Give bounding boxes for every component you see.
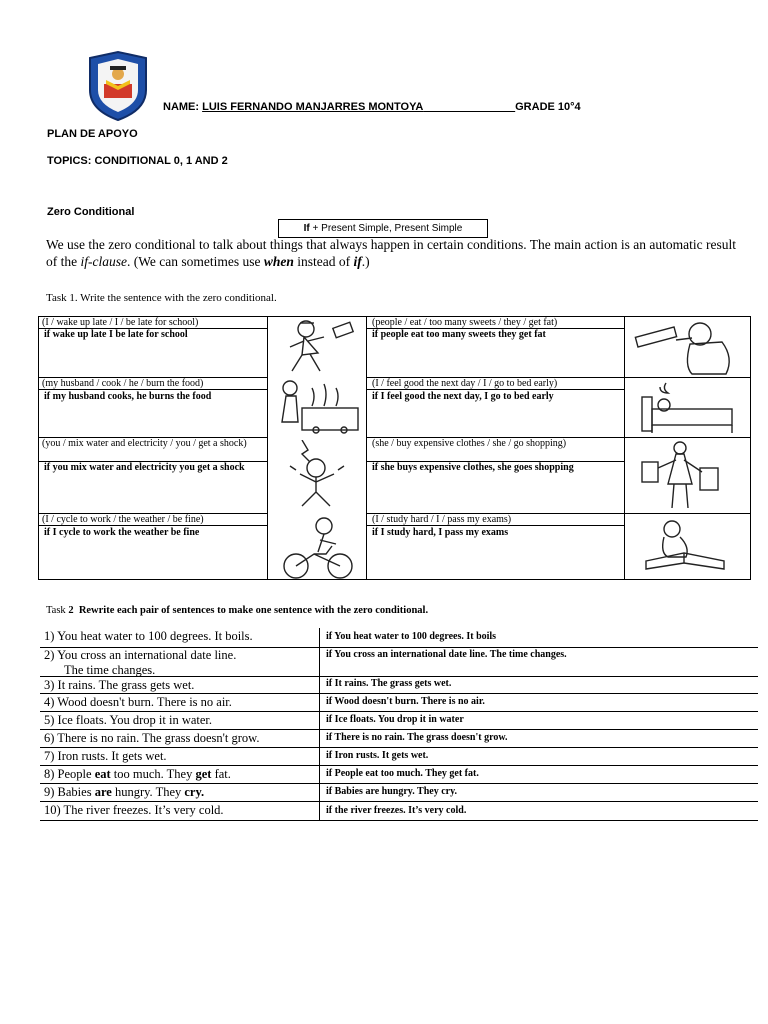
divider: [40, 820, 758, 821]
task2-answer[interactable]: if It rains. The grass gets wet.: [326, 678, 452, 689]
task2-question: 5) Ice floats. You drop it in water.: [44, 713, 213, 727]
task2-question: 1) You heat water to 100 degrees. It boils.: [44, 629, 253, 643]
grade-label: GRADE 10°4: [515, 101, 581, 113]
task1-answer[interactable]: if my husband cooks, he burns the food: [44, 391, 212, 402]
divider: [624, 316, 625, 580]
studying-woman-icon: [640, 517, 730, 582]
name-label: NAME:: [163, 101, 203, 113]
zero-conditional-heading: Zero Conditional: [47, 206, 135, 218]
task2-question: 4) Wood doesn't burn. There is no air.: [44, 695, 232, 709]
task2-question: 3) It rains. The grass gets wet.: [44, 678, 195, 692]
sleeping-in-bed-icon: [636, 379, 740, 440]
task1-prompt: (you / mix water and electricity / you / get a shock): [42, 438, 247, 449]
task2-question: 2) You cross an international date line.: [44, 648, 237, 662]
task2-answer[interactable]: if You cross an international date line. The time changes.: [326, 649, 567, 660]
divider: [40, 729, 758, 730]
task1-answer[interactable]: if wake up late I be late for school: [44, 329, 188, 340]
divider: [40, 693, 758, 694]
formula-rest: + Present Simple, Present Simple: [309, 223, 463, 234]
eating-sweets-man-icon: [630, 318, 740, 381]
task1-prompt: (my husband / cook / he / burn the food): [42, 378, 204, 389]
task2-question: 8) People eat too much. They get fat.: [44, 767, 231, 781]
student-name-line: [163, 101, 581, 113]
task2-question-cont: The time changes.: [64, 663, 156, 677]
task1-prompt: (I / feel good the next day / I / go to bed early): [372, 378, 558, 389]
task1-answer[interactable]: if she buys expensive clothes, she goes shopping: [372, 462, 574, 473]
divider: [40, 747, 758, 748]
task2-answer[interactable]: if the river freezes. It’s very cold.: [326, 805, 467, 816]
task1-prompt: (she / buy expensive clothes / she / go shopping): [372, 438, 567, 449]
student-name: LUIS FERNANDO MANJARRES MONTOYA_______________: [202, 101, 516, 113]
school-logo: [80, 50, 156, 122]
task2-answer[interactable]: if Babies are hungry. They cry.: [326, 786, 458, 797]
divider: [319, 628, 320, 820]
task2-question: 9) Babies are hungry. They cry.: [44, 785, 205, 799]
task2-answer[interactable]: if There is no rain. The grass doesn't grow.: [326, 732, 508, 743]
divider: [366, 316, 367, 580]
divider: [40, 801, 758, 802]
task1-answer[interactable]: if people eat too many sweets they get fat: [372, 329, 546, 340]
task1-prompt: (I / cycle to work / the weather / be fine): [42, 514, 204, 525]
task2-instruction: Task 2 Rewrite each pair of sentences to make one sentence with the zero conditional.: [46, 605, 429, 616]
task2-question: 7) Iron rusts. It gets wet.: [44, 749, 167, 763]
task1-answer[interactable]: if I cycle to work the weather be fine: [44, 527, 200, 538]
task2-question: 6) There is no rain. The grass doesn't grow.: [44, 731, 260, 745]
topics-title: TOPICS: CONDITIONAL 0, 1 AND 2: [47, 155, 228, 167]
task2-answer[interactable]: if People eat too much. They get fat.: [326, 768, 479, 779]
divider: [40, 711, 758, 712]
shopping-woman-icon: [636, 438, 724, 517]
task2-question: 10) The river freezes. It’s very cold.: [44, 803, 224, 817]
cyclist-boy-icon: [280, 516, 356, 585]
task2-answer[interactable]: if Iron rusts. It gets wet.: [326, 750, 429, 761]
task1-prompt: (people / eat / too many sweets / they / get fat): [372, 317, 558, 328]
divider: [40, 765, 758, 766]
divider: [40, 783, 758, 784]
plan-title: PLAN DE APOYO: [47, 128, 138, 140]
task1-answer[interactable]: if I study hard, I pass my exams: [372, 527, 509, 538]
task2-answer[interactable]: if You heat water to 100 degrees. It boils: [326, 631, 497, 642]
intro-paragraph: We use the zero conditional to talk about things that always happen in certain conditions. The main action is an automatic result of the if-clause. (We can sometimes use when instead of if.): [46, 237, 736, 269]
task1-prompt: (I / study hard / I / pass my exams): [372, 514, 512, 525]
task1-answer[interactable]: if you mix water and electricity you get a shock: [44, 462, 245, 473]
electric-shock-icon: [282, 440, 352, 517]
running-late-boy-icon: [274, 317, 360, 382]
cooking-husband-icon: [272, 378, 362, 441]
task2-answer[interactable]: if Wood doesn't burn. There is no air.: [326, 696, 485, 707]
task2-answer[interactable]: if Ice floats. You drop it in water: [326, 714, 464, 725]
formula-if: If: [303, 223, 310, 234]
task1-prompt: (I / wake up late / I / be late for school): [42, 317, 199, 328]
task1-instruction: Task 1. Write the sentence with the zero conditional.: [46, 292, 277, 304]
divider: [267, 316, 268, 580]
task1-answer[interactable]: if I feel good the next day, I go to bed early: [372, 391, 554, 402]
